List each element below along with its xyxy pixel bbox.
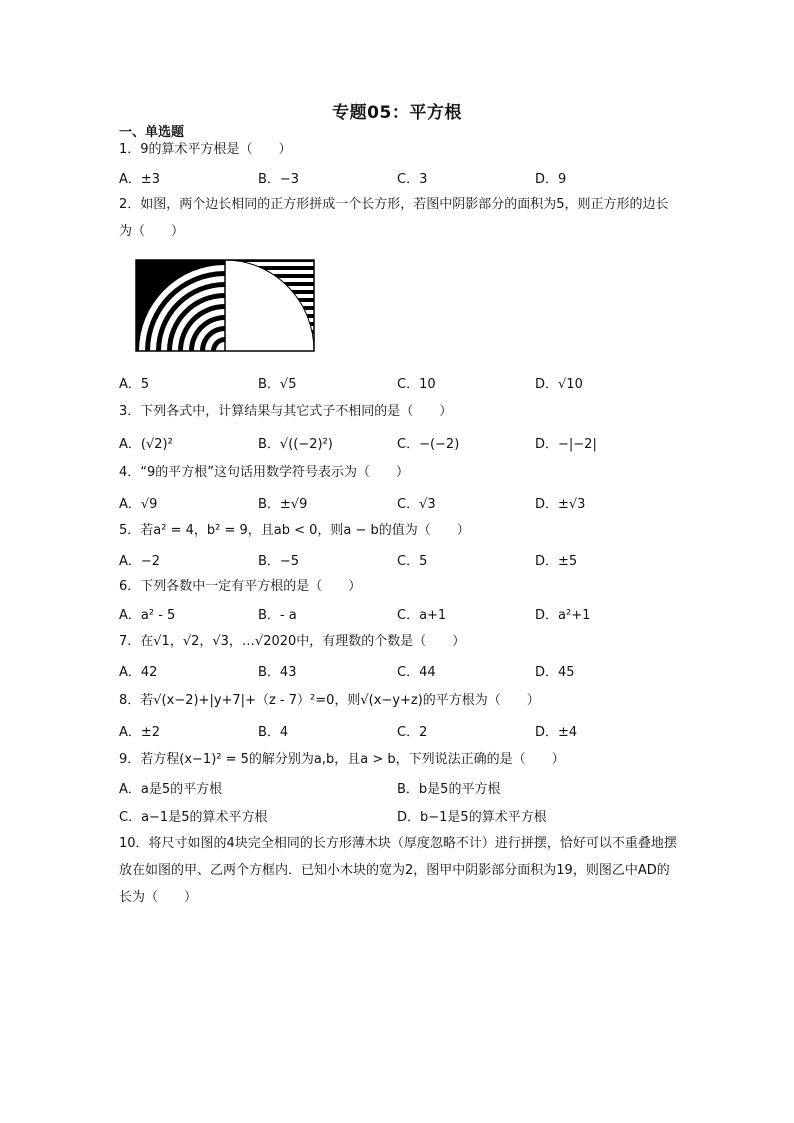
q1-option-c: C．3 [397, 172, 428, 187]
q2-option-d: D．√10 [535, 377, 583, 392]
q4-option-a: A．√9 [119, 497, 158, 512]
question-3-stem: 3．下列各式中，计算结果与其它式子不相同的是（ ） [119, 404, 453, 419]
q3-option-c: C．−(−2) [397, 437, 460, 452]
q5-option-b: B．−5 [258, 554, 300, 569]
q5-option-d: D．±5 [535, 554, 578, 569]
q8-option-d: D．±4 [535, 725, 578, 740]
q7-option-b: B．43 [258, 665, 297, 680]
q7-option-a: A．42 [119, 665, 158, 680]
question-1-stem: 1．9的算术平方根是（ ） [119, 142, 292, 157]
q9-option-b: B．b是5的平方根 [397, 782, 501, 797]
question-4-stem: 4．“9的平方根”这句话用数学符号表示为（ ） [119, 465, 410, 480]
q3-option-a: A．(√2)² [119, 437, 173, 452]
q9-option-a: A．a是5的平方根 [119, 782, 223, 797]
q6-option-a: A．a² - 5 [119, 608, 176, 623]
q3-option-d: D．−|−2| [535, 437, 597, 452]
q3-option-b: B．√((−2)²) [258, 437, 333, 452]
page-title: 专题05：平方根 [332, 103, 462, 123]
q6-option-b: B．- a [258, 608, 297, 623]
q4-option-c: C．√3 [397, 497, 436, 512]
q5-option-c: C．5 [397, 554, 428, 569]
question-2-stem: 2．如图，两个边长相同的正方形拼成一个长方形，若图中阴影部分的面积为5，则正方形的边长为（ ） [119, 197, 669, 239]
q6-option-d: D．a²+1 [535, 608, 591, 623]
q4-option-d: D．±√3 [535, 497, 586, 512]
q8-option-a: A．±2 [119, 725, 161, 740]
q9-option-d: D．b−1是5的算术平方根 [397, 810, 547, 825]
q4-option-b: B．±√9 [258, 497, 308, 512]
question-10-stem: 10．将尺寸如图的4块完全相同的长方形薄木块（厚度忽略不计）进行拼摆，恰好可以不重叠地摆放在如图的甲、乙两个方框内．已知小木块的宽为2，图甲中阴影部分面积为19，则图乙中AD的长为（ ） [119, 836, 677, 905]
q2-option-a: A．5 [119, 377, 150, 392]
q6-option-c: C．a+1 [397, 608, 447, 623]
q1-option-b: B．−3 [258, 172, 300, 187]
q2-option-c: C．10 [397, 377, 436, 392]
q2-option-b: B．√5 [258, 377, 297, 392]
q1-option-d: D．9 [535, 172, 567, 187]
q7-option-c: C．44 [397, 665, 436, 680]
q8-option-b: B．4 [258, 725, 289, 740]
q5-option-a: A．−2 [119, 554, 161, 569]
q1-option-a: A．±3 [119, 172, 161, 187]
question-7-stem: 7．在√1，√2，√3，…√2020中，有理数的个数是（ ） [119, 634, 466, 649]
section-heading: 一、单选题 [119, 125, 185, 140]
q7-option-d: D．45 [535, 665, 575, 680]
question-6-stem: 6．下列各数中一定有平方根的是（ ） [119, 579, 362, 594]
question-9-stem: 9．若方程(x−1)² = 5的解分别为a,b，且a > b，下列说法正确的是（ ） [119, 752, 565, 767]
question-8-stem: 8．若√(x−2)+|y+7|+（z - 7）²=0，则√(x−y+z)的平方根为（ ） [119, 693, 540, 708]
q8-option-c: C．2 [397, 725, 428, 740]
question-5-stem: 5．若a² = 4，b² = 9，且ab < 0，则a − b的值为（ ） [119, 523, 470, 538]
q9-option-c: C．a−1是5的算术平方根 [119, 810, 268, 825]
two-squares-figure [134, 258, 317, 357]
